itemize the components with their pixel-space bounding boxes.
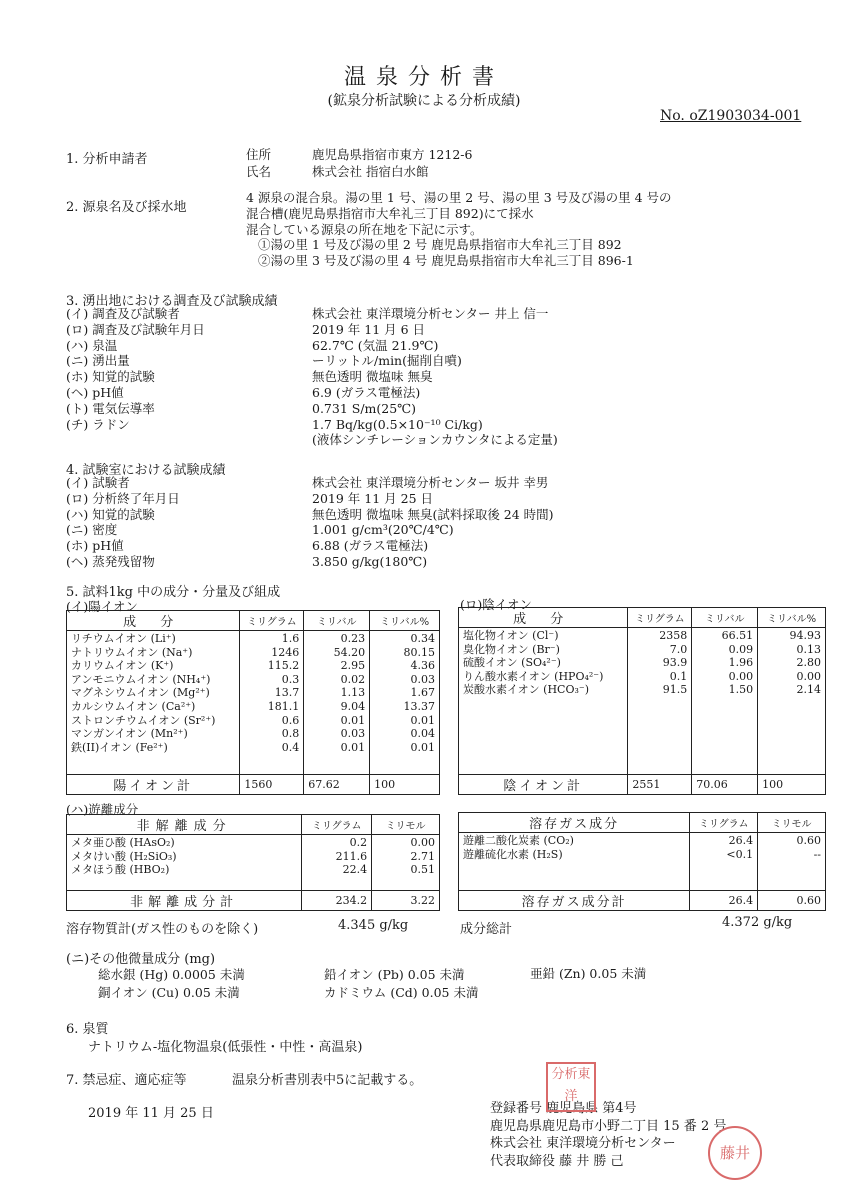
section3-labels	[66, 306, 205, 432]
column-header: ミリバル%	[370, 611, 440, 631]
field-value: 3.850 g/kg(180℃)	[312, 553, 428, 569]
total-pct: 100	[370, 775, 440, 795]
mg-value: 0.6	[281, 713, 300, 727]
issuer-line: 株式会社 東洋環境分析センター	[490, 1136, 676, 1151]
field-label: (ロ) 分析終了年月日	[66, 490, 180, 506]
mg-value: 7.0	[669, 642, 688, 656]
total-mval: 70.06	[692, 775, 758, 795]
section2-heading: 2. 源泉名及び採水地	[66, 200, 187, 215]
component-name: メタけい酸 (H₂SiO₃)	[71, 849, 177, 863]
mval-value: 1.13	[340, 686, 366, 700]
total-row	[67, 891, 440, 911]
mg-value: 0.3	[281, 672, 300, 686]
field-label: (ニ) 密度	[66, 522, 118, 538]
table-body	[67, 631, 440, 775]
document-subtitle: (鉱泉分析試験による分析成績)	[327, 93, 521, 109]
field-value: 62.7℃ (気温 21.9℃)	[312, 337, 439, 353]
component-name: 塩化物イオン (Cl⁻)	[463, 629, 559, 642]
field-value: ーリットル/min(掘削自噴)	[312, 353, 462, 369]
trace-item: 総水銀 (Hg) 0.0005 未満	[98, 967, 245, 982]
pct-value: 0.01	[410, 740, 435, 754]
dissolved-label: 溶存物質計(ガス性のものを除く)	[66, 922, 259, 937]
nonion-title: (ハ)遊離成分	[66, 802, 139, 817]
field-label: (チ) ラドン	[66, 416, 130, 432]
mg-column	[302, 835, 372, 891]
field-value: 1.7 Bq/kg(0.5×10⁻¹⁰ Ci/kg)	[312, 416, 483, 432]
section3-values	[312, 306, 558, 448]
column-header: ミリグラム	[690, 813, 758, 833]
component-name: マンガンイオン (Mn²⁺)	[71, 727, 188, 741]
source-line: ②湯の里 3 号及び湯の里 4 号 鹿児島県指宿市大牟礼三丁目 896-1	[258, 253, 634, 269]
pct-value: 0.34	[410, 632, 435, 645]
pct-value: 2.14	[796, 683, 821, 697]
overall-label: 成分総計	[460, 922, 513, 937]
issuer-line: 代表取締役 藤 井 勝 己	[490, 1153, 624, 1169]
pct-column	[758, 628, 826, 775]
field-value: 無色透明 微塩味 無臭(試料採取後 24 時間)	[312, 506, 554, 522]
overall-value: 4.372 g/kg	[722, 915, 793, 930]
field-value: 6.88 (ガラス電極法)	[312, 538, 429, 554]
component-column	[459, 833, 690, 891]
mg-column	[628, 628, 692, 775]
field-label: (ト) 電気伝導率	[66, 400, 155, 416]
column-header: ミリモル	[372, 815, 440, 835]
pct-value: 4.36	[410, 659, 435, 673]
component-name: メタほう酸 (HBO₂)	[71, 863, 170, 877]
mval-value: 0.03	[340, 727, 366, 741]
issuer-block	[490, 1100, 726, 1170]
trace-item: 鉛イオン (Pb) 0.05 未満	[324, 967, 465, 982]
mval-value: 9.04	[340, 699, 366, 713]
mmol-value: 0.60	[796, 834, 821, 847]
spring-quality: ナトリウム-塩化物温泉(低張性・中性・高温泉)	[88, 1040, 363, 1055]
mg-value: 91.5	[662, 683, 688, 697]
mval-value: 66.51	[721, 629, 754, 642]
mval-column	[304, 631, 370, 775]
representative-seal: 藤井	[708, 1126, 762, 1180]
section4-heading: 4. 試験室における試験成績	[66, 463, 226, 478]
field-value: 無色透明 微塩味 無臭	[312, 369, 433, 385]
component-name: 遊離硫化水素 (H₂S)	[463, 847, 563, 861]
field-label: (イ) 試験者	[66, 475, 130, 490]
section6-heading: 6. 泉質	[66, 1022, 109, 1037]
section5-heading: 5. 試料1kg 中の成分・分量及び組成	[66, 585, 281, 600]
field-label: (ハ) 泉温	[66, 337, 118, 353]
component-name: 臭化物イオン (Br⁻)	[463, 642, 560, 656]
total-mg: 1560	[240, 775, 304, 795]
total-mval: 67.62	[304, 775, 370, 795]
source-line: 混合槽(鹿児島県指宿市大牟礼三丁目 892)にて採水	[246, 205, 534, 221]
component-column	[67, 835, 302, 891]
field-value: 2019 年 11 月 25 日	[312, 490, 433, 506]
mg-column	[690, 833, 758, 891]
field-label: (ホ) pH値	[66, 538, 124, 554]
pct-column	[370, 631, 440, 775]
document-number: No. oZ1903034-001	[660, 108, 802, 124]
component-name: 硫酸イオン (SO₄²⁻)	[463, 656, 561, 670]
component-name: 遊離二酸化炭素 (CO₂)	[463, 834, 574, 847]
table-body	[459, 628, 826, 775]
cation-table	[66, 610, 440, 795]
mval-value: 0.09	[728, 642, 754, 656]
section4-labels	[66, 475, 180, 570]
column-header: 成 分	[459, 608, 628, 628]
component-name: 炭酸水素イオン (HCO₃⁻)	[463, 683, 589, 697]
issuer-line: 登録番号 鹿児島県 第4号	[490, 1101, 637, 1116]
total-label: 非解離成分計	[67, 891, 302, 911]
mmol-value: 0.00	[410, 836, 435, 849]
applicant-name: 株式会社 指宿白水館	[312, 164, 429, 179]
column-header: ミリバル	[692, 608, 758, 628]
column-header: ミリモル	[758, 813, 826, 833]
table-header-row	[459, 608, 826, 628]
pct-value: 2.80	[796, 656, 821, 670]
section3-heading: 3. 湧出地における調査及び試験成績	[66, 294, 278, 309]
applicant-name-label: 氏名	[246, 164, 272, 179]
mmol-column	[372, 835, 440, 891]
mmol-value: 2.71	[410, 849, 435, 863]
trace-item: 銅イオン (Cu) 0.05 未満	[98, 985, 240, 1000]
column-header: ミリグラム	[302, 815, 372, 835]
applicant-address: 鹿児島県指宿市東方 1212-6	[312, 147, 473, 162]
mg-value: 211.6	[335, 849, 368, 863]
column-header: 非解離成分	[67, 815, 302, 835]
total-mg: 26.4	[690, 891, 758, 911]
mmol-value: --	[813, 847, 821, 861]
total-label: 陽イオン計	[67, 775, 240, 795]
source-line: 4 源泉の混合泉。湯の里 1 号、湯の里 2 号、湯の里 3 号及び湯の里 4 号の	[246, 190, 672, 205]
component-column	[67, 631, 240, 775]
mval-column	[692, 628, 758, 775]
mg-value: 0.2	[349, 836, 368, 849]
pct-value: 0.03	[410, 672, 435, 686]
mval-value: 1.96	[728, 656, 754, 670]
field-label: (イ) 調査及び試験者	[66, 306, 180, 321]
mval-value: 2.95	[340, 659, 366, 673]
mval-value: 54.20	[333, 645, 366, 659]
nonion-table	[66, 814, 440, 911]
mg-column	[240, 631, 304, 775]
issue-date: 2019 年 11 月 25 日	[88, 1106, 214, 1121]
field-value: 2019 年 11 月 6 日	[312, 321, 426, 337]
mval-value: 0.23	[340, 632, 366, 645]
section7-heading: 7. 禁忌症、適応症等	[66, 1073, 187, 1088]
pct-value: 0.00	[796, 669, 821, 683]
component-name: マグネシウムイオン (Mg²⁺)	[71, 686, 210, 700]
table-header-row	[67, 611, 440, 631]
source-line: 混合している源泉の所在地を下記に示す。	[246, 221, 483, 237]
dissolved-value: 4.345 g/kg	[338, 918, 409, 933]
table-header-row	[67, 815, 440, 835]
pct-value: 0.01	[410, 713, 435, 727]
table-body	[67, 835, 440, 891]
field-label: (ハ) 知覚的試験	[66, 506, 155, 522]
total-pct: 100	[758, 775, 826, 795]
component-name: 鉄(II)イオン (Fe²⁺)	[71, 740, 168, 754]
section1-heading: 1. 分析申請者	[66, 152, 148, 167]
section4-values	[312, 475, 554, 570]
pct-value: 0.13	[796, 642, 821, 656]
column-header: ミリグラム	[240, 611, 304, 631]
mg-value: 0.4	[281, 740, 300, 754]
source-line: ①湯の里 1 号及び湯の里 2 号 鹿児島県指宿市大牟礼三丁目 892	[258, 237, 622, 253]
field-value: 6.9 (ガラス電極法)	[312, 384, 421, 400]
total-mg: 234.2	[302, 891, 372, 911]
total-mmol: 0.60	[758, 891, 826, 911]
column-header: ミリバル%	[758, 608, 826, 628]
anion-title: (ロ)陰イオン	[460, 597, 532, 612]
column-header: 成 分	[67, 611, 240, 631]
table-body	[459, 833, 826, 891]
component-name: カリウムイオン (K⁺)	[71, 659, 174, 673]
trace-item: 亜鉛 (Zn) 0.05 未満	[530, 966, 647, 981]
contraindications-note: 温泉分析書別表中5に記載する。	[232, 1073, 423, 1088]
field-value: 株式会社 東洋環境分析センター 坂井 幸男	[312, 475, 549, 490]
mg-value: 1.6	[281, 632, 300, 645]
mmol-column	[758, 833, 826, 891]
mg-value: 1246	[271, 645, 300, 659]
component-name: ナトリウムイオン (Na⁺)	[71, 645, 193, 659]
mg-value: 2358	[659, 629, 688, 642]
source-description	[246, 190, 672, 269]
pct-value: 1.67	[410, 686, 435, 700]
total-label: 陰イオン計	[459, 775, 628, 795]
trace-heading: (ニ)その他微量成分 (mg)	[66, 952, 216, 967]
mval-value: 0.01	[340, 713, 366, 727]
total-row	[67, 775, 440, 795]
field-value: 株式会社 東洋環境分析センター 井上 信一	[312, 306, 549, 321]
mg-value: 22.4	[342, 863, 368, 877]
component-column	[459, 628, 628, 775]
cation-title: (イ)陽イオン	[66, 599, 138, 614]
column-header: ミリグラム	[628, 608, 692, 628]
pct-value: 0.04	[410, 727, 435, 741]
field-label: (ホ) 知覚的試験	[66, 369, 155, 385]
mg-value: 26.4	[728, 834, 754, 847]
column-header: ミリバル	[304, 611, 370, 631]
field-value: 0.731 S/m(25℃)	[312, 400, 417, 416]
mg-value: 93.9	[662, 656, 688, 670]
component-name: リチウムイオン (Li⁺)	[71, 632, 176, 645]
mval-value: 0.00	[728, 669, 754, 683]
pct-value: 80.15	[403, 645, 435, 659]
trace-item: カドミウム (Cd) 0.05 未満	[324, 985, 479, 1000]
mg-value: <0.1	[726, 847, 754, 861]
column-header: 溶存ガス成分	[459, 813, 690, 833]
mval-value: 0.01	[340, 740, 366, 754]
pct-value: 94.93	[789, 629, 821, 642]
field-value: 1.001 g/cm³(20℃/4℃)	[312, 522, 454, 538]
mg-value: 181.1	[267, 699, 300, 713]
mg-value: 13.7	[274, 686, 300, 700]
table-header-row	[459, 813, 826, 833]
total-mg: 2551	[628, 775, 692, 795]
total-row	[459, 891, 826, 911]
total-label: 溶存ガス成分計	[459, 891, 690, 911]
anion-table	[458, 607, 826, 795]
component-name: メタ亜ひ酸 (HAsO₂)	[71, 836, 175, 849]
field-label: (ニ) 湧出量	[66, 353, 130, 369]
field-label: (ヘ) 蒸発残留物	[66, 553, 155, 569]
pct-value: 13.37	[403, 699, 435, 713]
mval-value: 1.50	[728, 683, 754, 697]
mg-value: 0.1	[669, 669, 688, 683]
total-row	[459, 775, 826, 795]
issuer-line: 鹿児島県鹿児島市小野二丁目 15 番 2 号	[490, 1118, 727, 1134]
total-mmol: 3.22	[372, 891, 440, 911]
mmol-value: 0.51	[410, 863, 435, 877]
applicant-address-label: 住所	[246, 147, 272, 162]
component-name: アンモニウムイオン (NH₄⁺)	[71, 672, 211, 686]
field-label: (ヘ) pH値	[66, 384, 124, 400]
component-name: カルシウムイオン (Ca²⁺)	[71, 699, 196, 713]
field-label: (ロ) 調査及び試験年月日	[66, 321, 205, 337]
mg-value: 0.8	[281, 727, 300, 741]
company-stamp: 分析東洋	[546, 1062, 596, 1112]
component-name: ストロンチウムイオン (Sr²⁺)	[71, 713, 216, 727]
mg-value: 115.2	[267, 659, 300, 673]
document-title: 温泉分析書	[343, 65, 504, 90]
field-value: (液体シンチレーションカウンタによる定量)	[312, 432, 558, 448]
mval-value: 0.02	[340, 672, 366, 686]
component-name: りん酸水素イオン (HPO₄²⁻)	[463, 669, 604, 683]
gas-table	[458, 812, 826, 911]
